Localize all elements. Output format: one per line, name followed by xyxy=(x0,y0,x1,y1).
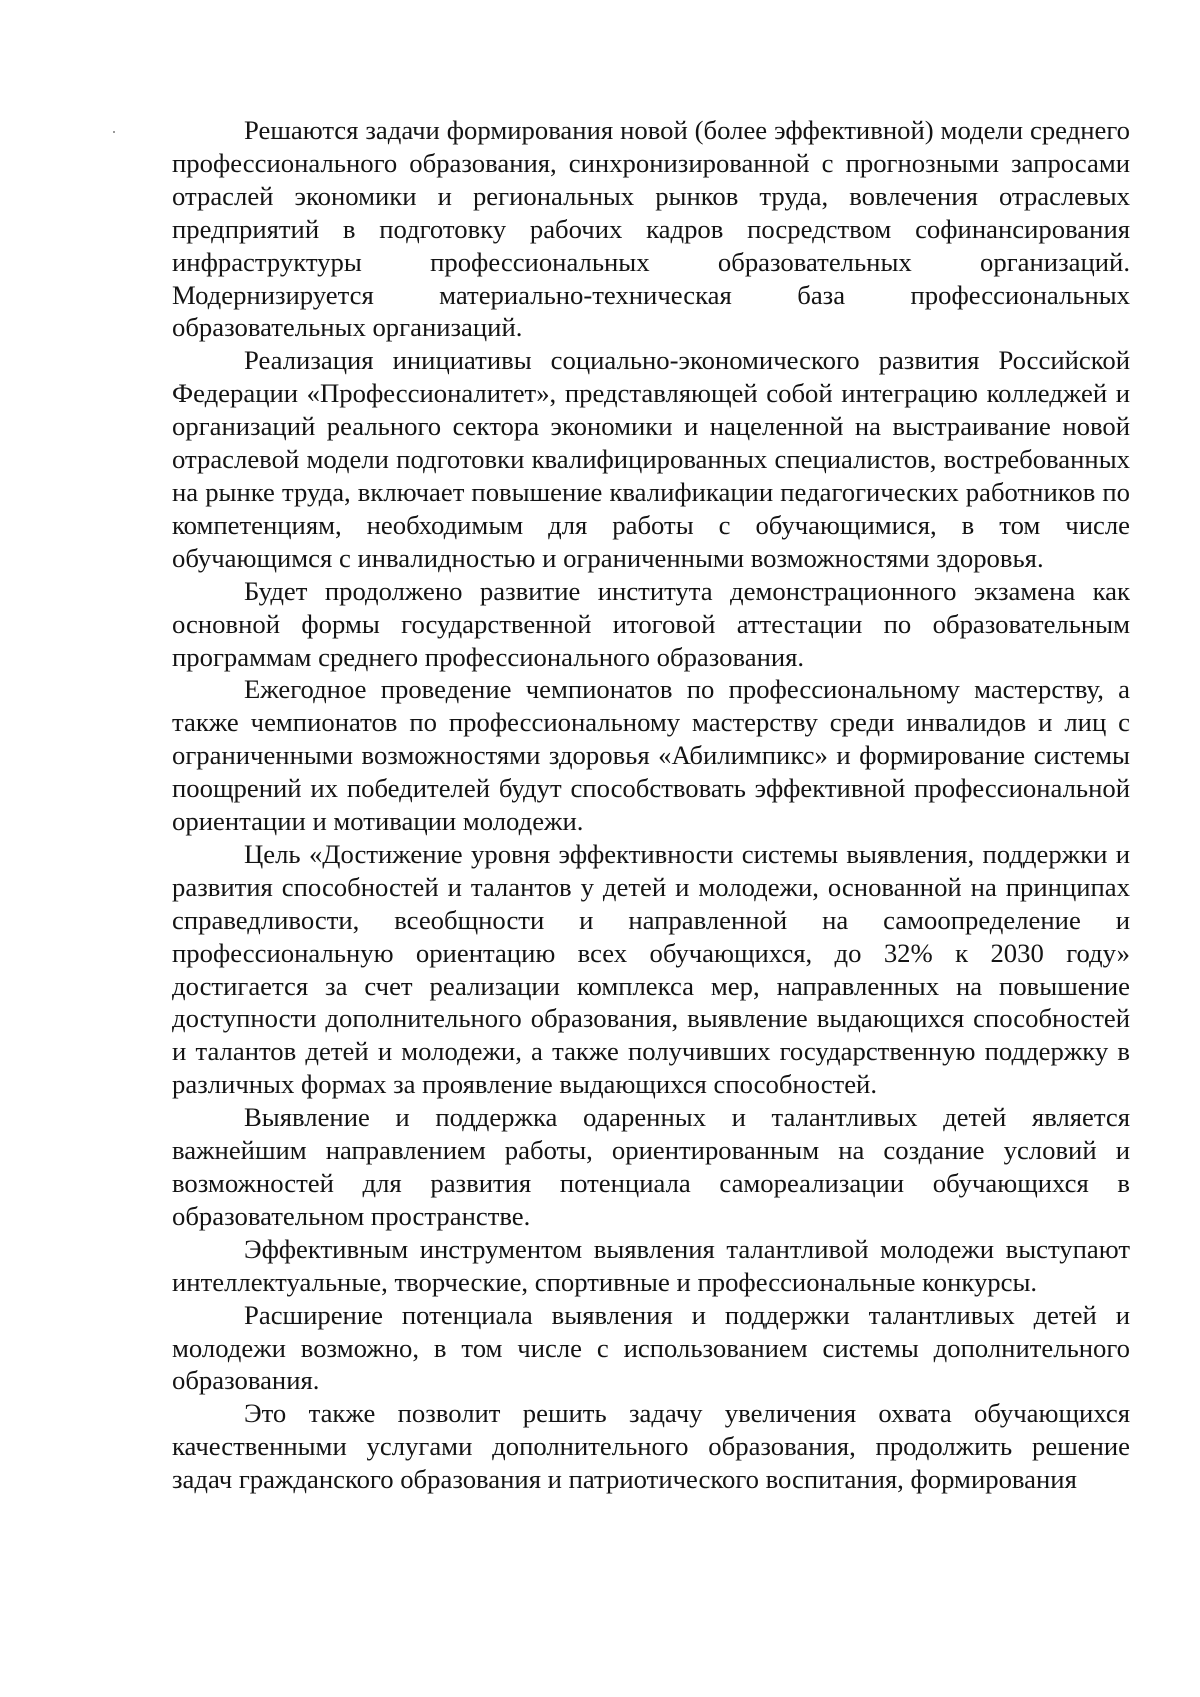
paragraph: Цель «Достижение уровня эффективности системы выявления, поддержки и развития способностей и талантов у детей и молодежи, основанной на принципах справедливости, всеобщности и направленной на самоопределение и профессиональную ориентацию всех обучающихся, до 32% к 2030 году» достигается за счет реализации комплекса мер, направленных на повышение доступности дополнительного образования, выявление выдающихся способностей и талантов детей и молодежи, а также получивших государственную поддержку в различных формах за проявление выдающихся способностей. xyxy=(172,838,1130,1100)
paragraph: Решаются задачи формирования новой (более эффективной) модели среднего профессионального образования, синхронизированной с прогнозными запросами отраслей экономики и региональных рынков труда, вовлечения отраслевых предприятий в подготовку рабочих кадров посредством софинансирования инфраструктуры профессиональных образовательных организаций. Модернизируется материально-техническая база профессиональных образовательных организаций. xyxy=(172,115,1130,343)
paragraph: Будет продолжено развитие института демонстрационного экзамена как основной формы государственной итоговой аттестации по образовательным программам среднего профессионального образования. xyxy=(172,575,1130,672)
document-body xyxy=(172,114,1130,1496)
paragraph: Это также позволит решить задачу увеличения охвата обучающихся качественными услугами дополнительного образования, продолжить решение задач гражданского образования и патриотического воспитания, формирования xyxy=(172,1398,1130,1495)
paragraph: Реализация инициативы социально-экономического развития Российской Федерации «Профессионалитет», представляющей собой интеграцию колледжей и организаций реального сектора экономики и нацеленной на выстраивание новой отраслевой модели подготовки квалифицированных специалистов, востребованных на рынке труда, включает повышение квалификации педагогических работников по компетенциям, необходимым для работы с обучающимися, в том числе обучающимся с инвалидностью и ограниченными возможностями здоровья. xyxy=(172,345,1130,573)
paragraph: Расширение потенциала выявления и поддержки талантливых детей и молодежи возможно, в том числе с использованием системы дополнительного образования. xyxy=(172,1299,1130,1396)
paragraph: Выявление и поддержка одаренных и талантливых детей является важнейшим направлением работы, ориентированным на создание условий и возможностей для развития потенциала самореализации обучающихся в образовательном пространстве. xyxy=(172,1102,1130,1231)
paragraph: Эффективным инструментом выявления талантливой молодежи выступают интеллектуальные, творческие, спортивные и профессиональные конкурсы. xyxy=(172,1233,1130,1297)
scan-artifact xyxy=(113,131,115,133)
paragraph: Ежегодное проведение чемпионатов по профессиональному мастерству, а также чемпионатов по профессиональному мастерству среди инвалидов и лиц с ограниченными возможностями здоровья «Абилимпикс» и формирование системы поощрений их победителей будут способствовать эффективной профессиональной ориентации и мотивации молодежи. xyxy=(172,674,1130,837)
